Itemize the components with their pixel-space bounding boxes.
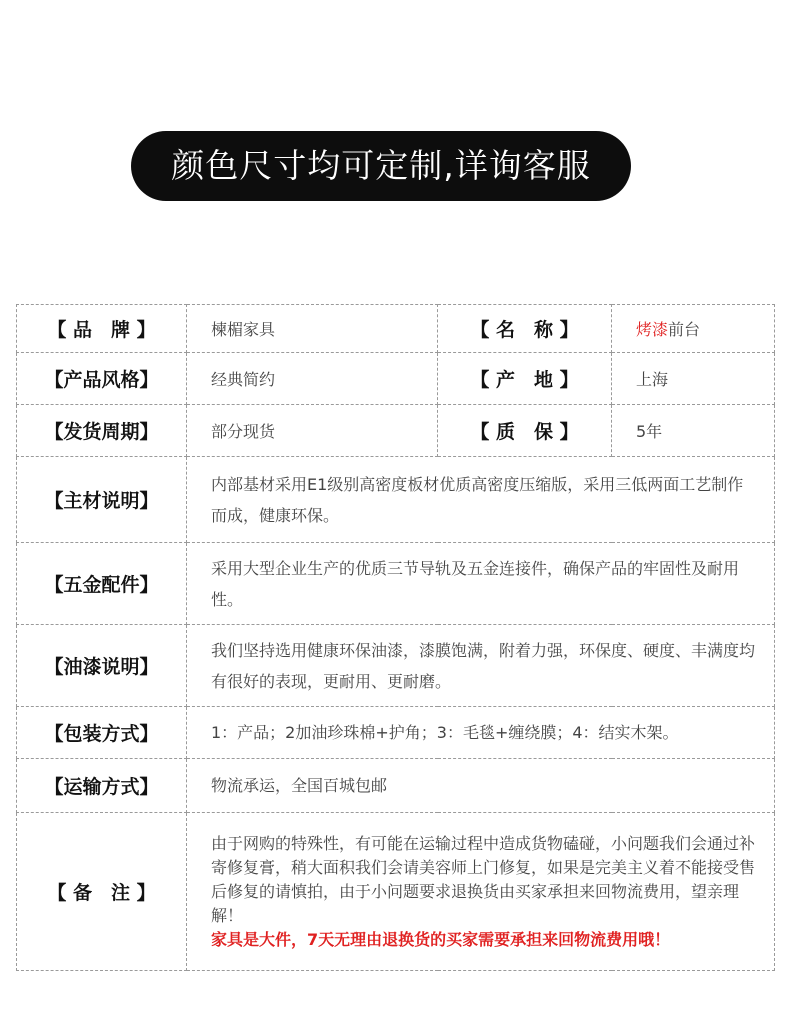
name-value-highlight: 烤漆 <box>636 320 669 339</box>
material-value: 内部基材采用E1级别高密度板材优质高密度压缩版，采用三低两面工艺制作而成，健康环保。 <box>187 457 775 543</box>
spec-row-hardware <box>17 543 775 625</box>
shipping-value: 部分现货 <box>187 405 438 457</box>
customization-banner: 颜色尺寸均可定制,详询客服 <box>131 131 631 201</box>
spec-row-packing <box>17 707 775 759</box>
notes-cell <box>187 813 775 971</box>
product-spec-table <box>16 304 775 971</box>
brand-label: 【 品 牌 】 <box>17 305 187 353</box>
style-label: 【产品风格】 <box>17 353 187 405</box>
notes-warning: 家具是大件，7天无理由退换货的买家需要承担来回物流费用哦！ <box>211 929 671 949</box>
notes-value: 由于网购的特殊性，有可能在运输过程中造成货物磕碰，小问题我们会通过补寄修复膏，稍大面积我们会请美容师上门修复，如果是完美主义着不能接受售后修复的请慎拍，由于小问题要求退换货由买家承担来回物流费用，望亲理解！ <box>211 833 756 925</box>
origin-label: 【 产 地 】 <box>438 353 612 405</box>
shipping-label: 【发货周期】 <box>17 405 187 457</box>
hardware-value: 采用大型企业生产的优质三节导轨及五金连接件，确保产品的牢固性及耐用性。 <box>187 543 775 625</box>
packing-label: 【包装方式】 <box>17 707 187 759</box>
warranty-value: 5年 <box>612 405 775 457</box>
transport-value: 物流承运，全国百城包邮 <box>187 759 775 813</box>
spec-row-material <box>17 457 775 543</box>
spec-row-transport <box>17 759 775 813</box>
material-label: 【主材说明】 <box>17 457 187 543</box>
warranty-label: 【 质 保 】 <box>438 405 612 457</box>
spec-row-paint <box>17 625 775 707</box>
transport-label: 【运输方式】 <box>17 759 187 813</box>
spec-row-shipping <box>17 405 775 457</box>
origin-value: 上海 <box>612 353 775 405</box>
name-label: 【 名 称 】 <box>438 305 612 353</box>
packing-value: 1：产品；2加油珍珠棉+护角；3：毛毯+缠绕膜；4：结实木架。 <box>187 707 775 759</box>
spec-row-brand <box>17 305 775 353</box>
paint-value: 我们坚持选用健康环保油漆，漆膜饱满，附着力强，环保度、硬度、丰满度均有很好的表现，更耐用、更耐磨。 <box>187 625 775 707</box>
notes-label: 【 备 注 】 <box>17 813 187 971</box>
style-value: 经典简约 <box>187 353 438 405</box>
spec-row-style <box>17 353 775 405</box>
paint-label: 【油漆说明】 <box>17 625 187 707</box>
name-value <box>612 305 775 353</box>
name-value-rest: 前台 <box>668 320 701 339</box>
spec-row-notes <box>17 813 775 971</box>
hardware-label: 【五金配件】 <box>17 543 187 625</box>
brand-value: 楝楣家具 <box>187 305 438 353</box>
